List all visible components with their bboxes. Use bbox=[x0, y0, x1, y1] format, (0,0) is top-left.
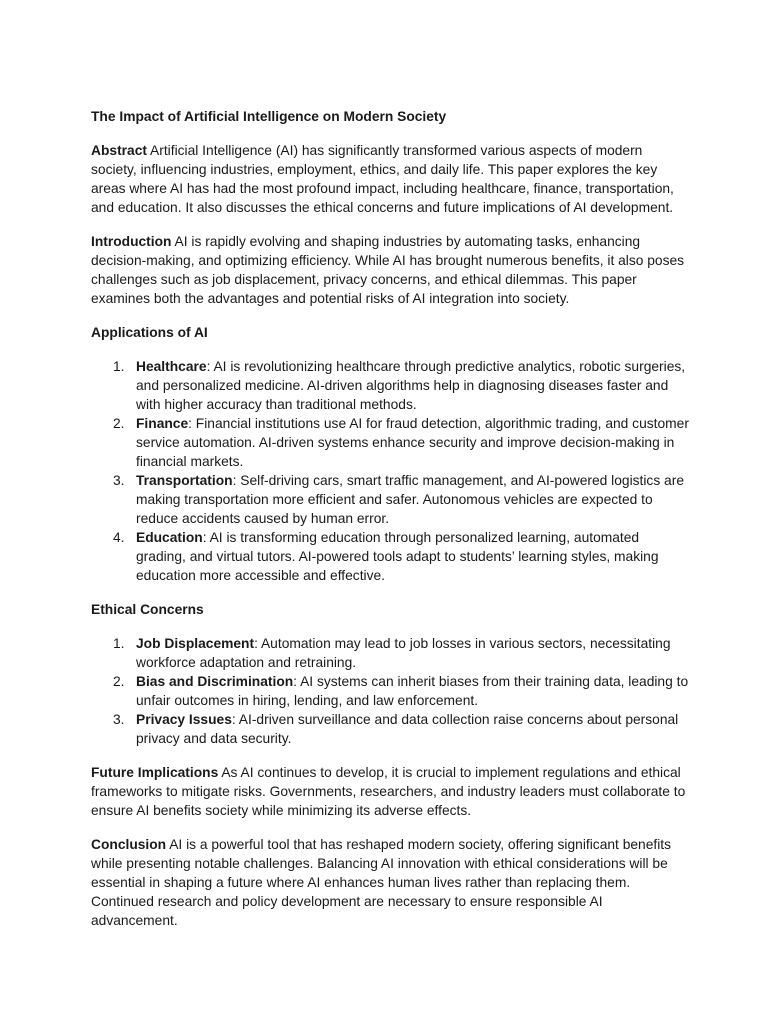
list-item bbox=[91, 414, 691, 471]
abstract-text: Artificial Intelligence (AI) has significantly transformed various aspects of modern society, influencing industries, employment, ethics, and daily life. This paper explores the key areas where AI has had the most profound impact, including healthcare, finance, transportation, and education. It also discusses the ethical concerns and future implications of AI development. bbox=[91, 143, 674, 215]
list-number: 1. bbox=[113, 636, 125, 651]
item-label: Transportation bbox=[136, 473, 233, 488]
document-title: The Impact of Artificial Intelligence on Modern Society bbox=[91, 109, 447, 124]
list-number: 3. bbox=[113, 712, 125, 727]
item-label: Job Displacement bbox=[136, 636, 255, 651]
list-item bbox=[91, 634, 691, 672]
list-item bbox=[91, 357, 691, 414]
item-label: Healthcare bbox=[136, 359, 207, 374]
item-text: : Automation may lead to job losses in various sectors, necessitating workforce adaptation and retraining. bbox=[136, 636, 671, 670]
item-text: : AI systems can inherit biases from their training data, leading to unfair outcomes in hiring, lending, and law enforcement. bbox=[136, 674, 689, 708]
list-number: 4. bbox=[113, 530, 125, 545]
list-number: 2. bbox=[113, 416, 125, 431]
item-text: : AI is transforming education through personalized learning, automated grading, and virtual tutors. AI-powered tools adapt to students’ learning styles, making education more accessible and effective. bbox=[136, 530, 659, 583]
applications-list bbox=[91, 357, 691, 585]
introduction-text: AI is rapidly evolving and shaping industries by automating tasks, enhancing decision-making, and optimizing efficiency. While AI has brought numerous benefits, it also poses challenges such as job displacement, privacy concerns, and ethical dilemmas. This paper examines both the advantages and potential risks of AI integration into society. bbox=[91, 234, 685, 306]
ethics-list bbox=[91, 634, 691, 748]
list-item bbox=[91, 528, 691, 585]
item-label: Finance bbox=[136, 416, 189, 431]
list-item bbox=[91, 471, 691, 528]
future-implications-label: Future Implications bbox=[91, 765, 219, 780]
item-label: Education bbox=[136, 530, 203, 545]
ethics-heading: Ethical Concerns bbox=[91, 602, 204, 617]
item-label: Bias and Discrimination bbox=[136, 674, 294, 689]
conclusion-paragraph bbox=[91, 835, 691, 930]
item-text: : Financial institutions use AI for fraud detection, algorithmic trading, and customer service automation. AI-driven systems enhance security and improve decision-making in financial markets. bbox=[136, 416, 689, 469]
conclusion-text: AI is a powerful tool that has reshaped modern society, offering significant benefits while presenting notable challenges. Balancing AI innovation with ethical considerations will be essential in shaping a future where AI enhances human lives rather than replacing them. Continued research and policy development are necessary to ensure responsible AI advancement. bbox=[91, 837, 672, 928]
item-text: : AI is revolutionizing healthcare through predictive analytics, robotic surgeries, and personalized medicine. AI-driven algorithms help in diagnosing diseases faster and with higher accuracy than traditional methods. bbox=[136, 359, 686, 412]
list-number: 1. bbox=[113, 359, 125, 374]
future-implications-paragraph bbox=[91, 763, 691, 820]
abstract-label: Abstract bbox=[91, 143, 147, 158]
list-number: 3. bbox=[113, 473, 125, 488]
conclusion-label: Conclusion bbox=[91, 837, 167, 852]
item-text: : AI-driven surveillance and data collection raise concerns about personal privacy and data security. bbox=[136, 712, 679, 746]
item-text: : Self-driving cars, smart traffic management, and AI-powered logistics are making transportation more efficient and safer. Autonomous vehicles are expected to reduce accidents caused by human error. bbox=[136, 473, 684, 526]
list-number: 2. bbox=[113, 674, 125, 689]
applications-heading: Applications of AI bbox=[91, 325, 208, 340]
item-label: Privacy Issues bbox=[136, 712, 232, 727]
future-implications-text: As AI continues to develop, it is crucial to implement regulations and ethical frameworks to mitigate risks. Governments, researchers, and industry leaders must collaborate to ensure AI benefits society while minimizing its adverse effects. bbox=[91, 765, 686, 818]
list-item bbox=[91, 672, 691, 710]
introduction-label: Introduction bbox=[91, 234, 172, 249]
abstract-paragraph bbox=[91, 141, 691, 217]
document-page bbox=[91, 107, 691, 945]
list-item bbox=[91, 710, 691, 748]
introduction-paragraph bbox=[91, 232, 691, 308]
